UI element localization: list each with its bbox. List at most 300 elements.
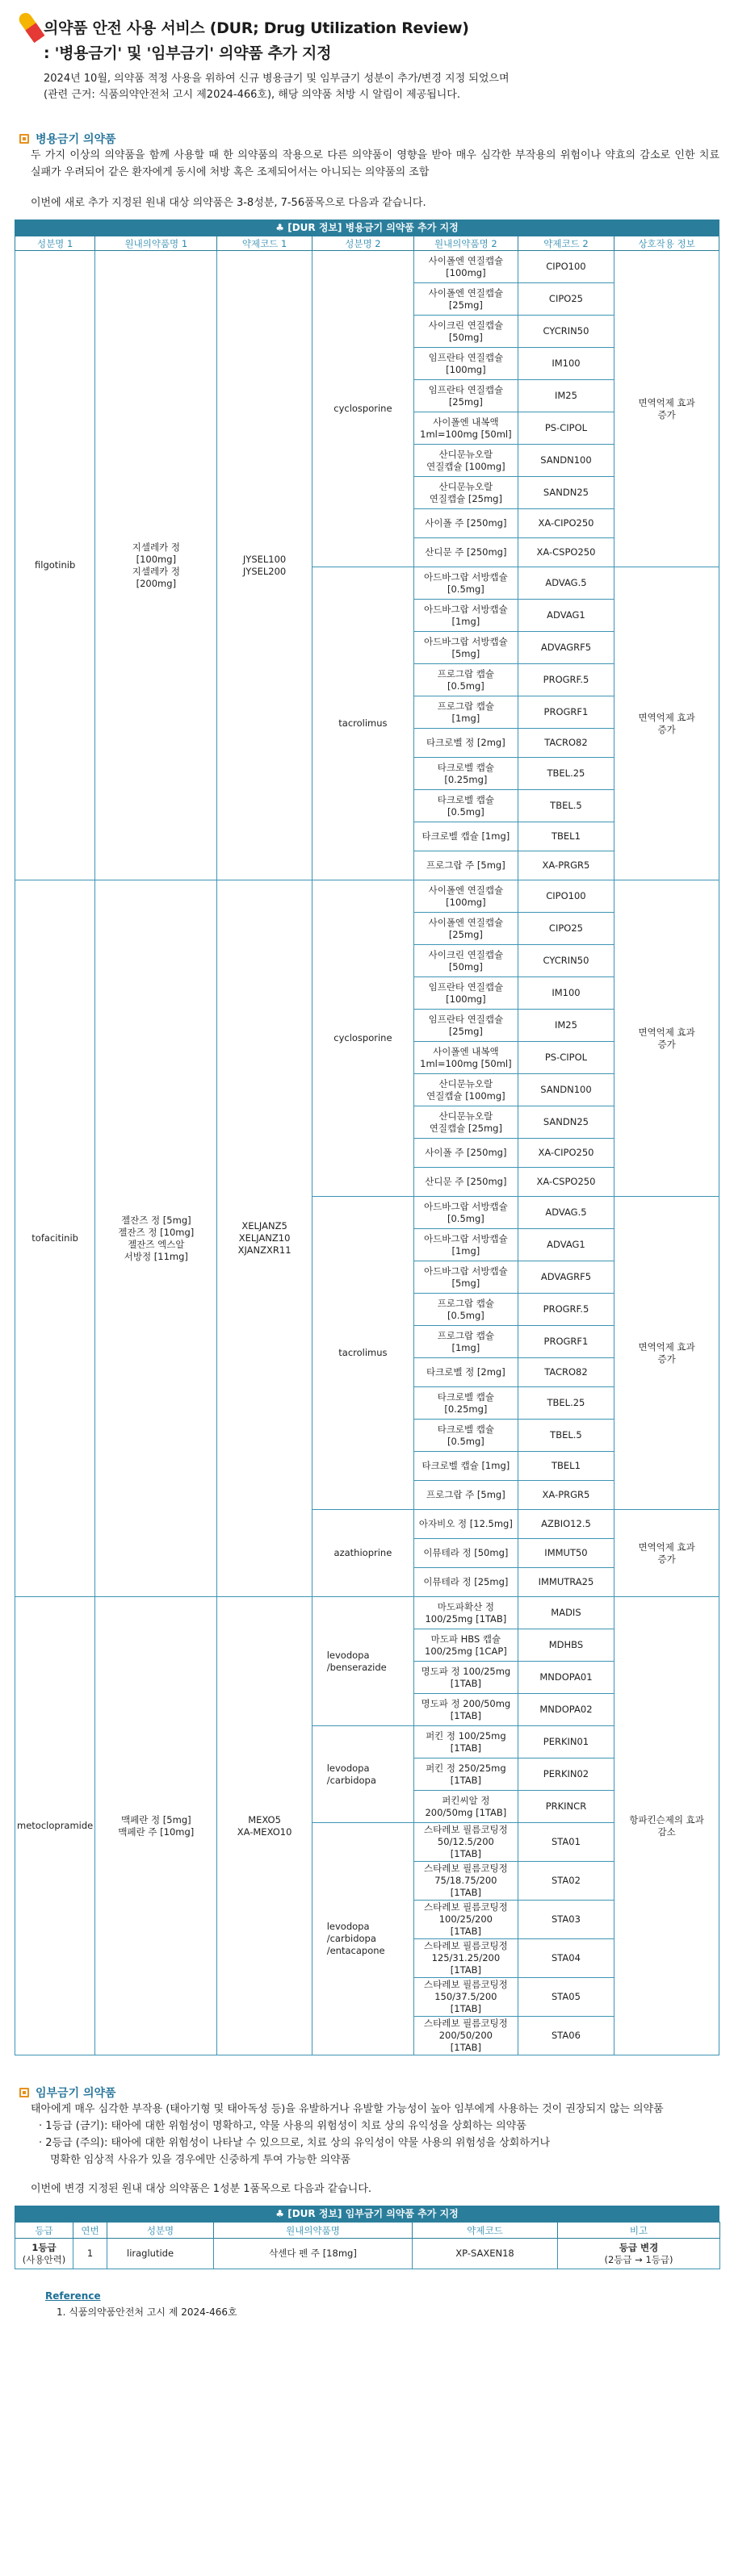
cell-line: 산디문 주 [250mg]	[425, 1176, 507, 1187]
codes1-cell	[217, 251, 312, 880]
table-row	[15, 2239, 720, 2269]
drug-name2-cell	[414, 1139, 518, 1168]
interaction-cell	[614, 251, 719, 567]
code2-cell: XA-PRGR5	[518, 1481, 614, 1510]
code2-cell: AZBIO12.5	[518, 1510, 614, 1539]
square-bullet-icon	[19, 134, 29, 144]
cell-line: [1TAB]	[450, 1926, 481, 1937]
code2-cell: PERKIN01	[518, 1726, 614, 1758]
codes1-cell	[217, 1597, 312, 2055]
cell-line: 200/50/200	[438, 2030, 493, 2041]
cell-line: 타크로벨 캡슐 [1mg]	[422, 830, 510, 842]
cell-line: [0.25mg]	[444, 1403, 488, 1415]
cell-line: 젤잔즈 정 [10mg]	[118, 1226, 195, 1238]
cell-line: 연질캡슐 [100mg]	[426, 1089, 505, 1102]
drug-name2-cell	[414, 380, 518, 412]
code2-cell: SANDN100	[518, 445, 614, 477]
cell-line: 지셀레카 정	[132, 541, 180, 553]
cell-line: 지셀레카 정	[132, 565, 180, 577]
cell-line: XELJANZ10	[238, 1232, 291, 1244]
code2-cell: SANDN25	[518, 1106, 614, 1139]
drug-name2-cell	[414, 1042, 518, 1074]
cell-line: 임프란타 연질캡슐	[428, 1013, 504, 1025]
drug-name2-cell	[414, 1758, 518, 1791]
cell-line: 프로그랍 캡슐	[437, 1329, 495, 1341]
grade-label: 1등급	[31, 2241, 57, 2253]
cell-line: /benserazide	[326, 1661, 387, 1673]
intro-line-1: 2024년 10월, 의약품 적정 사용을 위하여 신규 병용금기 및 임부금기 성분이 추가/변경 지정 되었으며	[44, 73, 510, 85]
column-header: 약제코드 1	[217, 236, 312, 251]
cell-line: [50mg]	[448, 960, 483, 972]
preg-summary: 이번에 변경 지정된 원내 대상 의약품은 1성분 1품목으로 다음과 같습니다.	[31, 2183, 372, 2195]
cell-line: 임프란타 연질캡슐	[428, 981, 504, 993]
cell-line: 연질캡슐 [25mg]	[429, 1122, 502, 1134]
preg-grade-1: · 1등급 (금기): 태아에 대한 위험성이 명확하고, 약물 사용의 위험성이 치료 상의 유익성을 상회하는 의약품	[39, 2120, 526, 2132]
drug-name2-cell	[414, 1726, 518, 1758]
code2-cell: ADVAG.5	[518, 567, 614, 600]
drug-name2-cell	[414, 1568, 518, 1597]
cell-line: [25mg]	[448, 395, 483, 408]
column-header: 약제코드	[413, 2223, 558, 2239]
code2-cell: STA03	[518, 1901, 614, 1939]
cell-line: [200mg]	[136, 577, 177, 589]
drug-name2-cell	[414, 880, 518, 913]
code2-cell: PERKIN02	[518, 1758, 614, 1791]
preg-grade-list	[15, 2118, 719, 2168]
cell-line: [0.25mg]	[444, 773, 488, 785]
drug-name2-cell	[414, 632, 518, 664]
code2-cell: PROGRF.5	[518, 664, 614, 696]
column-header: 상호작용 정보	[614, 236, 719, 251]
drug-name2-cell	[414, 945, 518, 977]
cell-line: 면역억제 효과	[638, 711, 695, 723]
reference-block	[15, 2290, 719, 2319]
cell-line: [100mg]	[136, 553, 177, 565]
cell-line: [0.5mg]	[447, 805, 484, 818]
combo-table-body	[15, 251, 719, 2055]
cell-line: 사이크린 연질캡슐	[428, 948, 504, 960]
drug-name2-cell	[414, 977, 518, 1010]
code2-cell: PS-CIPOL	[518, 1042, 614, 1074]
interaction-cell	[614, 1510, 719, 1597]
cell-line: levodopa	[326, 1921, 370, 1932]
drug-name2-cell	[414, 2017, 518, 2055]
code2-cell: PROGRF1	[518, 696, 614, 729]
cell-line: 스타레보 필름코팅정	[424, 1940, 508, 1951]
cell-line: 125/31.25/200	[431, 1952, 501, 1963]
cell-line: 이뮤테라 정 [50mg]	[423, 1547, 509, 1558]
cell-line: 연질캡슐 [25mg]	[429, 492, 502, 504]
code2-cell: TBEL.5	[518, 790, 614, 822]
cell-line: [0.5mg]	[447, 583, 484, 595]
drug-name2-cell	[414, 913, 518, 945]
preg-grade-cell	[15, 2239, 73, 2269]
cell-line: 타크로벨 캡슐	[437, 1390, 495, 1403]
drug-name2-cell	[414, 790, 518, 822]
drug-name2-cell	[414, 1452, 518, 1481]
cell-line: JYSEL100	[242, 553, 287, 565]
code2-cell: ADVAG.5	[518, 1197, 614, 1229]
preg-ingredient-cell: liraglutide	[107, 2239, 214, 2269]
code2-cell: XA-CIPO250	[518, 509, 614, 538]
code2-cell: STA05	[518, 1978, 614, 2017]
cell-line: /entacapone	[326, 1945, 385, 1956]
code2-cell: PROGRF1	[518, 1326, 614, 1358]
code2-cell: CIPO25	[518, 283, 614, 316]
preg-no-cell: 1	[73, 2239, 107, 2269]
drug-name2-cell	[414, 1106, 518, 1139]
code2-cell: ADVAGRF5	[518, 632, 614, 664]
cell-line: XJANZXR11	[237, 1244, 292, 1256]
column-header: 성분명 2	[312, 236, 413, 251]
code2-cell: TBEL.5	[518, 1420, 614, 1452]
cell-line: 타크로벨 정 [2mg]	[426, 1366, 505, 1378]
code2-cell: MADIS	[518, 1597, 614, 1629]
drug-name2-cell	[414, 1387, 518, 1420]
preg-table-header-row	[15, 2223, 720, 2239]
code2-cell: MNDOPA01	[518, 1662, 614, 1694]
cell-line: [1mg]	[451, 1341, 480, 1353]
cell-line: 아드바그랍 서방캡슐	[424, 1232, 508, 1244]
drug-name2-cell	[414, 1010, 518, 1042]
code2-cell: CIPO100	[518, 251, 614, 283]
title-block	[15, 0, 719, 65]
cell-line: 이뮤테라 정 [25mg]	[423, 1576, 509, 1587]
square-bullet-icon	[19, 2088, 29, 2097]
cell-line: [5mg]	[451, 1277, 480, 1289]
cell-line: [1TAB]	[450, 1964, 481, 1976]
ingredient2-cell: cyclosporine	[312, 880, 413, 1197]
preg-section-heading	[15, 2085, 719, 2101]
cell-line: 스타레보 필름코팅정	[424, 1824, 508, 1835]
cell-line: 아드바그랍 서방캡슐	[424, 1200, 508, 1212]
cell-line: 프로그랍 주 [5mg]	[426, 1489, 505, 1500]
cell-line: 젤잔즈 엑스알	[128, 1238, 185, 1250]
code2-cell: TBEL.25	[518, 1387, 614, 1420]
cell-line: 사이폴엔 연질캡슐	[428, 254, 504, 266]
cell-line: 스타레보 필름코팅정	[424, 2018, 508, 2029]
note-detail: (2등급 → 1등급)	[604, 2253, 673, 2265]
drug-name2-cell	[414, 1901, 518, 1939]
cell-line: 75/18.75/200	[434, 1875, 497, 1886]
code2-cell: PRKINCR	[518, 1791, 614, 1823]
cell-line: [25mg]	[448, 1025, 483, 1037]
cell-line: 산디문뉴오랄	[438, 1077, 493, 1089]
cell-line: 감소	[657, 1825, 676, 1838]
cell-line: 프로그랍 캡슐	[437, 1297, 495, 1309]
combo-table-caption: ♣ [DUR 정보] 병용금기 의약품 추가 지정	[15, 220, 719, 236]
code2-cell: IMMUT50	[518, 1539, 614, 1568]
drug-name2-cell	[414, 412, 518, 445]
cell-line: 사이폴 주 [250mg]	[425, 517, 507, 529]
cell-line: 아드바그랍 서방캡슐	[424, 571, 508, 583]
code2-cell: ADVAG1	[518, 1229, 614, 1261]
cell-line: 타크로벨 정 [2mg]	[426, 737, 505, 748]
drug-name2-cell	[414, 1939, 518, 1978]
cell-line: [1TAB]	[450, 2042, 481, 2053]
cell-line: 면역억제 효과	[638, 1541, 695, 1553]
code2-cell: XA-PRGR5	[518, 851, 614, 880]
cell-line: 타크로벨 캡슐	[437, 793, 495, 805]
code2-cell: IMMUTRA25	[518, 1568, 614, 1597]
code2-cell: ADVAGRF5	[518, 1261, 614, 1294]
drug-name2-cell	[414, 1074, 518, 1106]
column-header: 원내의약품명 1	[95, 236, 217, 251]
drug-name2-cell	[414, 1168, 518, 1197]
cell-line: 사이폴엔 연질캡슐	[428, 884, 504, 896]
cell-line: 증가	[657, 1038, 676, 1050]
drug-name2-cell	[414, 1261, 518, 1294]
ingredient2-cell	[312, 1823, 413, 2055]
drug-name2-cell	[414, 600, 518, 632]
cell-line: MEXO5	[248, 1813, 281, 1825]
cell-line: 연질캡슐 [100mg]	[426, 460, 505, 472]
ingredient1-cell: metoclopramide	[15, 1597, 95, 2055]
cell-line: [1TAB]	[450, 1709, 481, 1721]
cell-line: 마도파 HBS 캡슐	[430, 1633, 501, 1645]
interaction-cell	[614, 880, 719, 1197]
drug-name2-cell	[414, 509, 518, 538]
cell-line: 사이폴엔 내복액	[433, 1045, 499, 1057]
drug-name2-cell	[414, 1420, 518, 1452]
combo-section-title: 병용금기 의약품	[36, 133, 116, 146]
code2-cell: ADVAG1	[518, 600, 614, 632]
cell-line: JYSEL200	[242, 565, 287, 577]
intro-line-2: (관련 근거: 식품의약안전처 고시 제2024-466호), 해당 의약품 처방 시 알림이 제공됩니다.	[44, 89, 460, 101]
cell-line: [0.5mg]	[447, 1212, 484, 1224]
cell-line: XA-MEXO10	[237, 1825, 292, 1838]
cell-line: [0.5mg]	[447, 1309, 484, 1321]
cell-line: 프로그랍 캡슐	[437, 667, 495, 680]
table-row	[15, 880, 719, 913]
cell-line: 타크로벨 캡슐	[437, 761, 495, 773]
cell-line: 면역억제 효과	[638, 396, 695, 408]
code2-cell: PROGRF.5	[518, 1294, 614, 1326]
cell-line: 1ml=100mg [50ml]	[420, 1057, 512, 1069]
cell-line: [100mg]	[446, 363, 486, 375]
drug-name2-cell	[414, 1326, 518, 1358]
drug-name2-cell	[414, 1294, 518, 1326]
cell-line: [0.5mg]	[447, 680, 484, 692]
code2-cell: CYCRIN50	[518, 945, 614, 977]
cell-line: [5mg]	[451, 647, 480, 659]
preg-grade-2-line-1: · 2등급 (주의): 태아에 대한 위험성이 나타날 수 있으므로, 치료 상의 유익성이 약물 사용의 위험성을 상회하거나	[39, 2137, 551, 2149]
cell-line: levodopa	[326, 1762, 370, 1774]
cell-line: 증가	[657, 408, 676, 420]
code2-cell: TBEL1	[518, 822, 614, 851]
code2-cell: STA04	[518, 1939, 614, 1978]
code2-cell: XA-CSPO250	[518, 1168, 614, 1197]
code2-cell: SANDN100	[518, 1074, 614, 1106]
cell-line: [1mg]	[451, 615, 480, 627]
column-header: 약제코드 2	[518, 236, 614, 251]
cell-line: 젤잔즈 정 [5mg]	[121, 1214, 191, 1226]
cell-line: 1ml=100mg [50ml]	[420, 428, 512, 440]
column-header: 등급	[15, 2223, 73, 2239]
drug-name2-cell	[414, 251, 518, 283]
drug-name2-cell	[414, 1510, 518, 1539]
cell-line: 사이폴엔 연질캡슐	[428, 916, 504, 928]
code2-cell: TBEL.25	[518, 758, 614, 790]
cell-line: 맥페란 주 [10mg]	[118, 1825, 195, 1838]
cell-line: [1TAB]	[450, 1677, 481, 1689]
drug-name2-cell	[414, 1694, 518, 1726]
drug-name2-cell	[414, 729, 518, 758]
cell-line: /carbidopa	[326, 1933, 376, 1944]
cell-line: 타크로벨 캡슐 [1mg]	[422, 1460, 510, 1471]
cell-line: 사이폴엔 내복액	[433, 416, 499, 428]
drug-names1-cell	[95, 1597, 217, 2055]
drug-name2-cell	[414, 1662, 518, 1694]
cell-line: [100mg]	[446, 993, 486, 1005]
cell-line: 증가	[657, 723, 676, 735]
cell-line: 면역억제 효과	[638, 1340, 695, 1353]
preg-section-title: 임부금기 의약품	[36, 2087, 116, 2100]
ingredient2-cell	[312, 1726, 413, 1823]
drug-name2-cell	[414, 1229, 518, 1261]
drug-name2-cell	[414, 822, 518, 851]
code2-cell: CIPO25	[518, 913, 614, 945]
cell-line: 임프란타 연질캡슐	[428, 383, 504, 395]
reference-item: 1. 식품의약품안전처 고시 제 2024-466호	[57, 2306, 237, 2318]
drug-name2-cell	[414, 1481, 518, 1510]
cell-line: 면역억제 효과	[638, 1026, 695, 1038]
cell-line: 퍼킨씨알 정	[442, 1794, 490, 1806]
preg-drug-cell: 삭센다 펜 주 [18mg]	[214, 2239, 413, 2269]
cell-line: 사이크린 연질캡슐	[428, 319, 504, 331]
cell-line: 200/50mg [1TAB]	[425, 1806, 507, 1818]
code2-cell: XA-CSPO250	[518, 538, 614, 567]
preg-definition: 태아에게 매우 심각한 부작용 (태아기형 및 태아독성 등)을 유발하거나 유발할 가능성이 높아 임부에게 사용하는 것이 권장되지 않는 의약품	[31, 2103, 664, 2115]
cell-line: 100/25mg [1CAP]	[425, 1645, 507, 1657]
code2-cell: CIPO100	[518, 880, 614, 913]
interaction-cell	[614, 1197, 719, 1510]
code2-cell: TACRO82	[518, 729, 614, 758]
code2-cell: IM100	[518, 348, 614, 380]
ingredient2-cell	[312, 1597, 413, 1726]
preg-code-cell: XP-SAXEN18	[413, 2239, 558, 2269]
drug-name2-cell	[414, 445, 518, 477]
code2-cell: MDHBS	[518, 1629, 614, 1662]
drug-names1-cell	[95, 880, 217, 1597]
cell-line: 증가	[657, 1553, 676, 1565]
column-header: 원내의약품명 2	[414, 236, 518, 251]
drug-name2-cell	[414, 1197, 518, 1229]
cell-line: 맥페란 정 [5mg]	[121, 1813, 191, 1825]
cell-line: 아드바그랍 서방캡슐	[424, 603, 508, 615]
drug-name2-cell	[414, 1539, 518, 1568]
cell-line: [0.5mg]	[447, 1435, 484, 1447]
cell-line: 150/37.5/200	[434, 1991, 497, 2002]
page-subtitle: : '병용금기' 및 '임부금기' 의약품 추가 지정	[44, 44, 332, 62]
interaction-cell	[614, 567, 719, 880]
code2-cell: MNDOPA02	[518, 1694, 614, 1726]
cell-line: 아자비오 정 [12.5mg]	[418, 1518, 513, 1529]
drug-name2-cell	[414, 1358, 518, 1387]
combo-table-header-row	[15, 236, 719, 251]
cell-line: 스타레보 필름코팅정	[424, 1901, 508, 1913]
preg-table-caption: ♣ [DUR 정보] 임부금기 의약품 추가 지정	[15, 2206, 719, 2222]
cell-line: 100/25mg [1TAB]	[425, 1612, 507, 1625]
ingredient2-cell: tacrolimus	[312, 567, 413, 880]
code2-cell: XA-CIPO250	[518, 1139, 614, 1168]
cell-line: 프로그랍 캡슐	[437, 700, 495, 712]
intro-text	[15, 71, 719, 116]
cell-line: 서방정 [11mg]	[124, 1250, 188, 1262]
cell-line: [100mg]	[446, 266, 486, 278]
table-row	[15, 1597, 719, 1629]
grade-sub-label: (사용안력)	[22, 2253, 66, 2265]
reference-title: Reference	[45, 2290, 101, 2302]
cell-line: 50/12.5/200	[437, 1836, 494, 1847]
codes1-cell	[217, 880, 312, 1597]
cell-line: 명도파 정 200/50mg	[421, 1697, 511, 1709]
code2-cell: IM100	[518, 977, 614, 1010]
cell-line: 사이폴 주 [250mg]	[425, 1147, 507, 1158]
cell-line: [100mg]	[446, 896, 486, 908]
cell-line: [1TAB]	[450, 1887, 481, 1898]
drug-name2-cell	[414, 696, 518, 729]
drug-name2-cell	[414, 1823, 518, 1862]
cell-line: [1TAB]	[450, 1848, 481, 1859]
column-header: 성분명 1	[15, 236, 95, 251]
cell-line: 프로그랍 주 [5mg]	[426, 859, 505, 871]
combo-definition: 두 가지 이상의 의약품을 함께 사용할 때 한 의약품의 작용으로 다른 의약품이 영향을 받아 매우 심각한 부작용의 위험이나 약효의 감소로 인한 치료 실패가 우려되어 같은 환자에게 동시에 처방 혹은 조제되어서는 아니되는 의약품의 조합	[31, 149, 719, 178]
preg-table	[15, 2222, 720, 2269]
column-header: 비고	[558, 2223, 720, 2239]
code2-cell: SANDN25	[518, 477, 614, 509]
cell-line: 퍼킨 정 100/25mg	[426, 1729, 506, 1742]
interaction-cell	[614, 1597, 719, 2055]
cell-line: 스타레보 필름코팅정	[424, 1979, 508, 1990]
drug-name2-cell	[414, 477, 518, 509]
code2-cell: TACRO82	[518, 1358, 614, 1387]
page-title: 의약품 안전 사용 서비스 (DUR; Drug Utilization Review)	[44, 19, 469, 37]
cell-line: [1mg]	[451, 1244, 480, 1257]
cell-line: 퍼킨 정 250/25mg	[426, 1762, 506, 1774]
code2-cell: IM25	[518, 1010, 614, 1042]
cell-line: 아드바그랍 서방캡슐	[424, 635, 508, 647]
combo-summary: 이번에 새로 추가 지정된 원내 대상 의약품은 3-8성분, 7-56품목으로 다음과 같습니다.	[31, 197, 426, 209]
cell-line: [25mg]	[448, 928, 483, 940]
code2-cell: IM25	[518, 380, 614, 412]
code2-cell: STA02	[518, 1862, 614, 1901]
code2-cell: STA06	[518, 2017, 614, 2055]
drug-name2-cell	[414, 316, 518, 348]
code2-cell: TBEL1	[518, 1452, 614, 1481]
code2-cell: CYCRIN50	[518, 316, 614, 348]
drug-name2-cell	[414, 1978, 518, 2017]
drug-names1-cell	[95, 251, 217, 880]
cell-line: 마도파확산 정	[437, 1600, 495, 1612]
cell-line: 산디문뉴오랄	[438, 448, 493, 460]
preg-note-cell	[558, 2239, 720, 2269]
pill-capsule-icon	[15, 8, 47, 45]
cell-line: 타크로벨 캡슐	[437, 1423, 495, 1435]
cell-line: 증가	[657, 1353, 676, 1365]
ingredient2-cell: tacrolimus	[312, 1197, 413, 1510]
code2-cell: STA01	[518, 1823, 614, 1862]
code2-cell: PS-CIPOL	[518, 412, 614, 445]
drug-name2-cell	[414, 1597, 518, 1629]
cell-line: 산디문뉴오랄	[438, 1110, 493, 1122]
drug-name2-cell	[414, 283, 518, 316]
drug-name2-cell	[414, 1862, 518, 1901]
drug-name2-cell	[414, 567, 518, 600]
cell-line: [1TAB]	[450, 1774, 481, 1786]
cell-line: 사이폴엔 연질캡슐	[428, 286, 504, 299]
ingredient2-cell: cyclosporine	[312, 251, 413, 567]
